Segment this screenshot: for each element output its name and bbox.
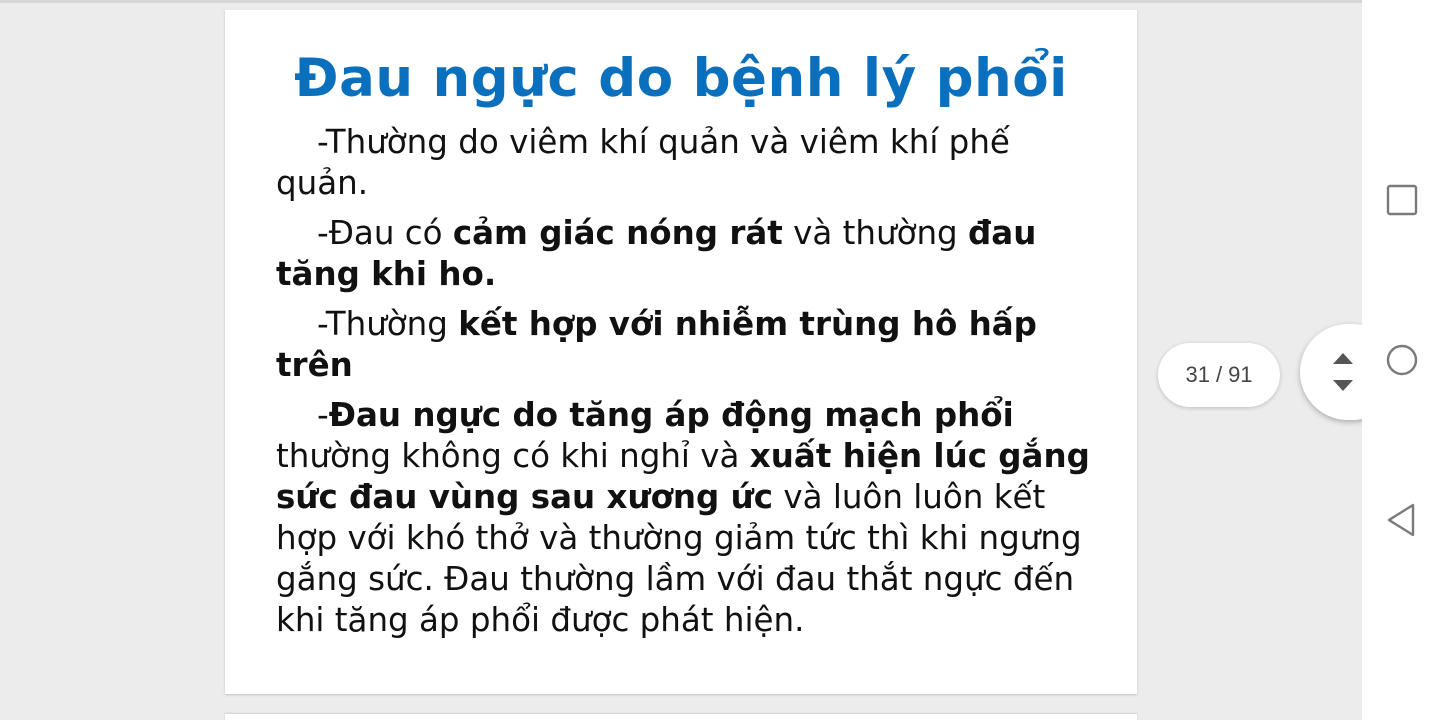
page-indicator xyxy=(1158,343,1280,407)
slide-paragraph xyxy=(276,213,1106,295)
recents-icon xyxy=(1382,180,1422,220)
page-separator: / xyxy=(1215,362,1223,387)
recents-button[interactable] xyxy=(1382,180,1422,220)
bold-text-run: Đau ngực do tăng áp động mạch phổi xyxy=(328,396,1014,434)
home-icon xyxy=(1382,340,1422,380)
slide-title: Đau ngực do bệnh lý phổi xyxy=(294,48,1068,109)
scroll-up-down-icon xyxy=(1330,350,1356,394)
text-run: và thường xyxy=(782,214,969,252)
back-button[interactable] xyxy=(1382,500,1422,540)
slide-paragraph xyxy=(276,395,1106,641)
slide-paragraph xyxy=(276,122,1106,204)
back-icon xyxy=(1382,500,1422,540)
text-run: - xyxy=(317,396,329,434)
bold-text-run: xuất hiện lúc gắng sức đau vùng sau xương ức xyxy=(276,437,1090,516)
slide-paragraph xyxy=(276,304,1106,386)
text-run: thường không có khi nghỉ và xyxy=(276,437,750,475)
slide-body xyxy=(276,122,1106,650)
total-pages: 91 xyxy=(1228,362,1253,387)
current-page: 31 xyxy=(1185,362,1210,387)
pdf-page[interactable] xyxy=(225,10,1137,694)
android-nav-bar xyxy=(1362,0,1440,720)
text-run: -Thường xyxy=(317,305,459,343)
home-button[interactable] xyxy=(1382,340,1422,380)
bold-text-run: đau tăng khi ho. xyxy=(276,214,1037,293)
next-pdf-page[interactable] xyxy=(225,714,1137,720)
toolbar-shadow xyxy=(0,0,1362,3)
text-run: và luôn luôn kết hợp với khó thở và thường giảm tức thì khi ngưng gắng sức. Đau thường lầm với đau thắt ngực đến khi tăng áp phổi được phát hiện. xyxy=(276,478,1082,639)
bold-text-run: cảm giác nóng rát xyxy=(452,214,783,252)
bold-text-run: kết hợp với nhiễm trùng hô hấp trên xyxy=(276,305,1037,384)
fast-scroll-handle[interactable] xyxy=(1300,324,1362,420)
text-run: -Đau có xyxy=(317,214,453,252)
text-run: -Thường do viêm khí quản và viêm khí phế quản. xyxy=(276,123,1010,202)
